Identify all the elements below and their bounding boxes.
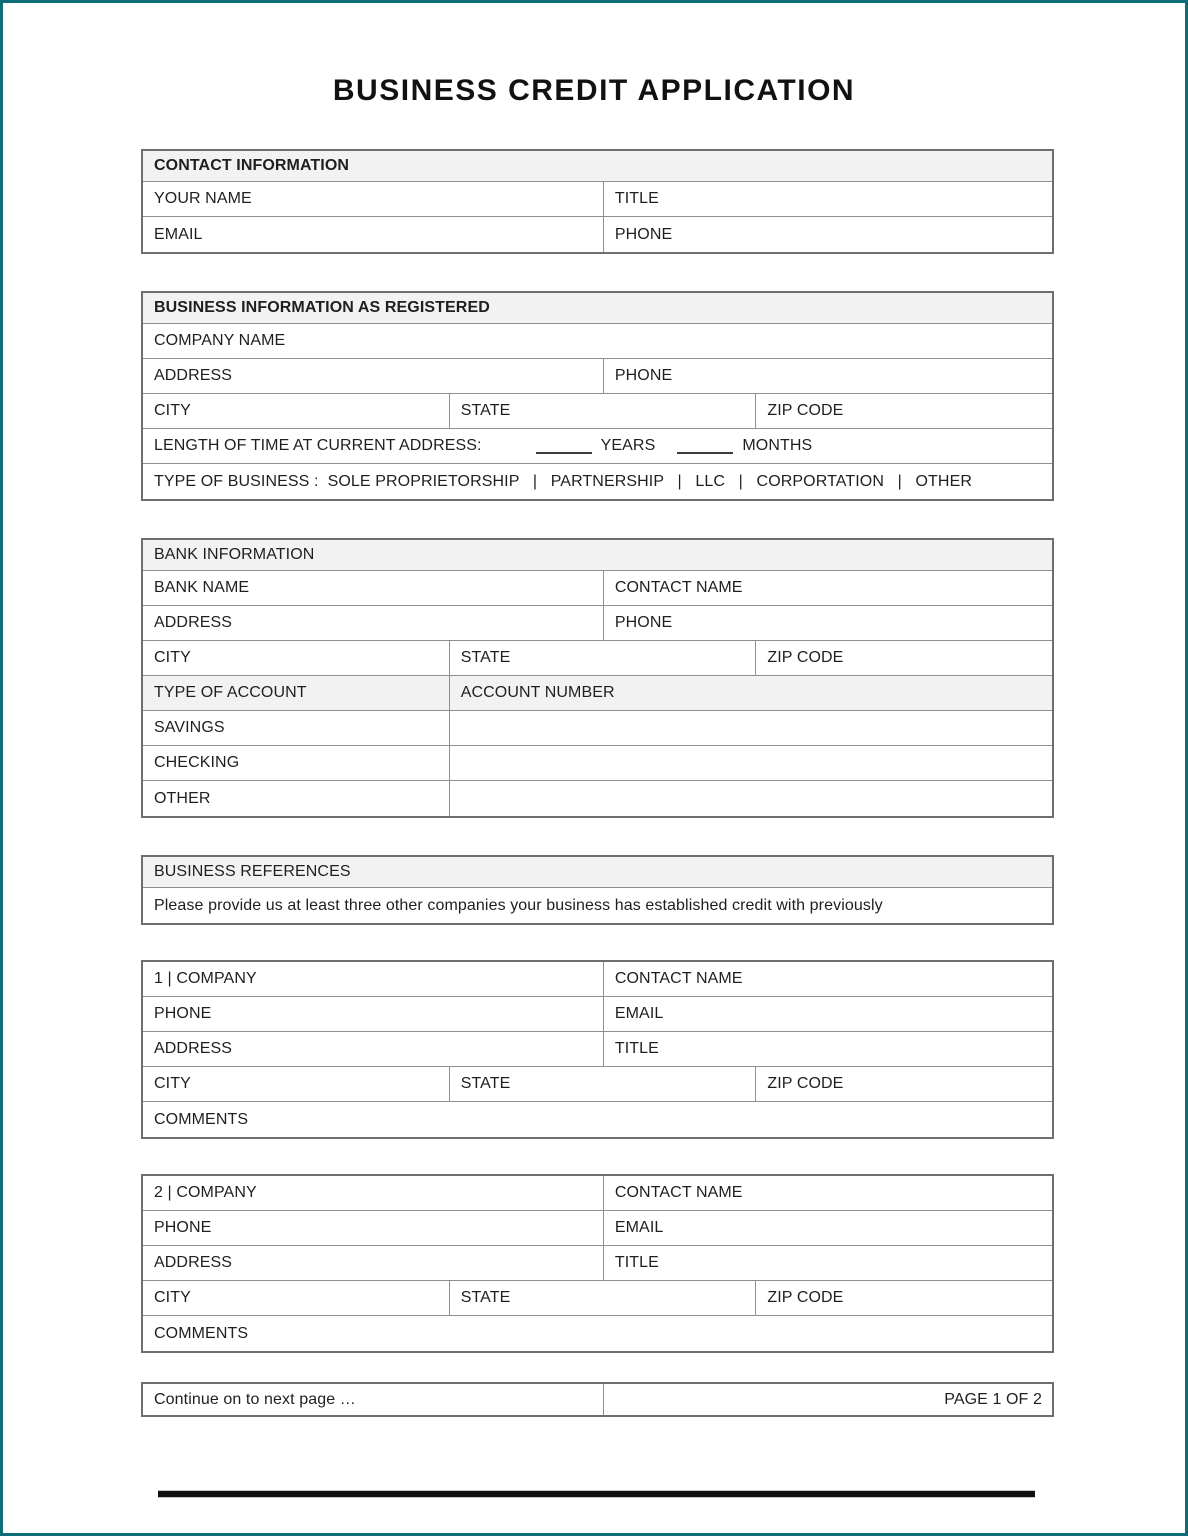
page-content: [141, 149, 1054, 1498]
contact-information-header-row: [143, 151, 1052, 182]
table-row: [143, 571, 1052, 606]
ref1-company-field: 1 | COMPANY: [143, 962, 604, 996]
business-references-section: [141, 855, 1054, 925]
savings-account-number-cell: [450, 711, 1052, 745]
months-blank-line: [677, 439, 733, 454]
table-row: [143, 1176, 1052, 1211]
ref2-city-field: CITY: [143, 1281, 450, 1315]
table-row: [143, 1067, 1052, 1102]
ref1-email-field: EMAIL: [614, 1005, 664, 1022]
type-of-business-row: [143, 464, 1052, 499]
reference-1-table: [141, 960, 1054, 1139]
table-row: [143, 1281, 1052, 1316]
business-information-section: [141, 291, 1054, 501]
ref2-state-field: STATE: [450, 1281, 757, 1315]
phone-field: PHONE: [614, 225, 673, 243]
savings-row: [143, 711, 1052, 746]
contact-information-header: CONTACT INFORMATION: [154, 157, 350, 174]
length-of-time-field: [143, 429, 1052, 463]
ref2-company-field: 2 | COMPANY: [143, 1176, 604, 1210]
ref1-comments-field: COMMENTS: [154, 1110, 249, 1128]
table-row: [143, 1211, 1052, 1246]
business-city-field: CITY: [143, 394, 450, 428]
ref1-phone-field: PHONE: [143, 997, 604, 1031]
checking-account-number-cell: [450, 746, 1052, 780]
business-information-header: BUSINESS INFORMATION AS REGISTERED: [154, 299, 490, 316]
other-row: [143, 781, 1052, 816]
table-row: [143, 182, 1052, 217]
ref2-address-field: ADDRESS: [143, 1246, 604, 1280]
savings-label: SAVINGS: [143, 711, 450, 745]
ref1-title-field: TITLE: [614, 1040, 659, 1057]
years-blank-line: [536, 439, 592, 454]
business-zip-field: ZIP CODE: [767, 402, 844, 419]
account-header-row: [143, 676, 1052, 711]
ref1-contact-name-field: CONTACT NAME: [614, 970, 743, 987]
years-label: YEARS: [600, 437, 656, 454]
table-row: [143, 324, 1052, 359]
table-row: [143, 1316, 1052, 1351]
references-note: Please provide us at least three other companies your business has established credit with previously: [154, 896, 883, 914]
ref1-zip-field: ZIP CODE: [767, 1075, 844, 1092]
table-row: [143, 1246, 1052, 1281]
table-row: [143, 359, 1052, 394]
ref2-contact-name-field: CONTACT NAME: [614, 1184, 743, 1201]
ref2-comments-field: COMMENTS: [154, 1324, 249, 1342]
table-row: [143, 962, 1052, 997]
contact-information-section: [141, 149, 1054, 254]
ref2-email-field: EMAIL: [614, 1219, 664, 1236]
table-row: [143, 1102, 1052, 1137]
divider-bar: [158, 1490, 1035, 1498]
other-label: OTHER: [143, 781, 450, 816]
ref2-title-field: TITLE: [614, 1254, 659, 1271]
table-row: [143, 641, 1052, 676]
email-field: EMAIL: [143, 217, 604, 252]
ref1-city-field: CITY: [143, 1067, 450, 1101]
bank-state-field: STATE: [450, 641, 757, 675]
account-number-header: ACCOUNT NUMBER: [460, 684, 615, 701]
bank-contact-name-field: CONTACT NAME: [614, 579, 743, 596]
table-row: [143, 394, 1052, 429]
business-phone-field: PHONE: [614, 367, 673, 384]
bank-address-field: ADDRESS: [143, 606, 604, 640]
business-information-header-row: [143, 293, 1052, 324]
other-account-number-cell: [450, 781, 1052, 816]
table-row: [143, 217, 1052, 252]
page-indicator: PAGE 1 OF 2: [944, 1390, 1042, 1408]
table-row: [143, 606, 1052, 641]
business-state-field: STATE: [450, 394, 757, 428]
business-address-field: ADDRESS: [143, 359, 604, 393]
table-row: [143, 1032, 1052, 1067]
reference-2-table: [141, 1174, 1054, 1353]
ref1-address-field: ADDRESS: [143, 1032, 604, 1066]
company-name-field: COMPANY NAME: [154, 332, 286, 349]
length-of-time-row: [143, 429, 1052, 464]
type-of-business-field: TYPE OF BUSINESS : SOLE PROPRIETORSHIP | PARTNERSHIP | LLC | CORPORTATION | OTHER: [154, 472, 973, 490]
bank-information-header: BANK INFORMATION: [154, 546, 315, 563]
bank-information-header-row: [143, 540, 1052, 571]
type-of-account-header: TYPE OF ACCOUNT: [143, 676, 450, 710]
length-of-time-label: LENGTH OF TIME AT CURRENT ADDRESS:: [154, 437, 482, 454]
table-row: [143, 997, 1052, 1032]
continue-next-page-text: Continue on to next page …: [143, 1384, 604, 1415]
business-references-header: BUSINESS REFERENCES: [154, 863, 351, 880]
bank-zip-field: ZIP CODE: [767, 649, 844, 666]
title-field: TITLE: [614, 190, 659, 207]
ref2-zip-field: ZIP CODE: [767, 1289, 844, 1306]
ref2-phone-field: PHONE: [143, 1211, 604, 1245]
ref1-state-field: STATE: [450, 1067, 757, 1101]
bank-phone-field: PHONE: [614, 614, 673, 631]
checking-label: CHECKING: [143, 746, 450, 780]
footer-row: [143, 1384, 1052, 1415]
bank-information-section: [141, 538, 1054, 818]
months-label: MONTHS: [742, 437, 813, 454]
your-name-field: YOUR NAME: [143, 182, 604, 216]
bank-name-field: BANK NAME: [143, 571, 604, 605]
page-title: BUSINESS CREDIT APPLICATION: [332, 74, 856, 107]
checking-row: [143, 746, 1052, 781]
business-references-header-row: [143, 857, 1052, 888]
references-note-row: [143, 888, 1052, 923]
footer-table: [141, 1382, 1054, 1417]
bank-city-field: CITY: [143, 641, 450, 675]
